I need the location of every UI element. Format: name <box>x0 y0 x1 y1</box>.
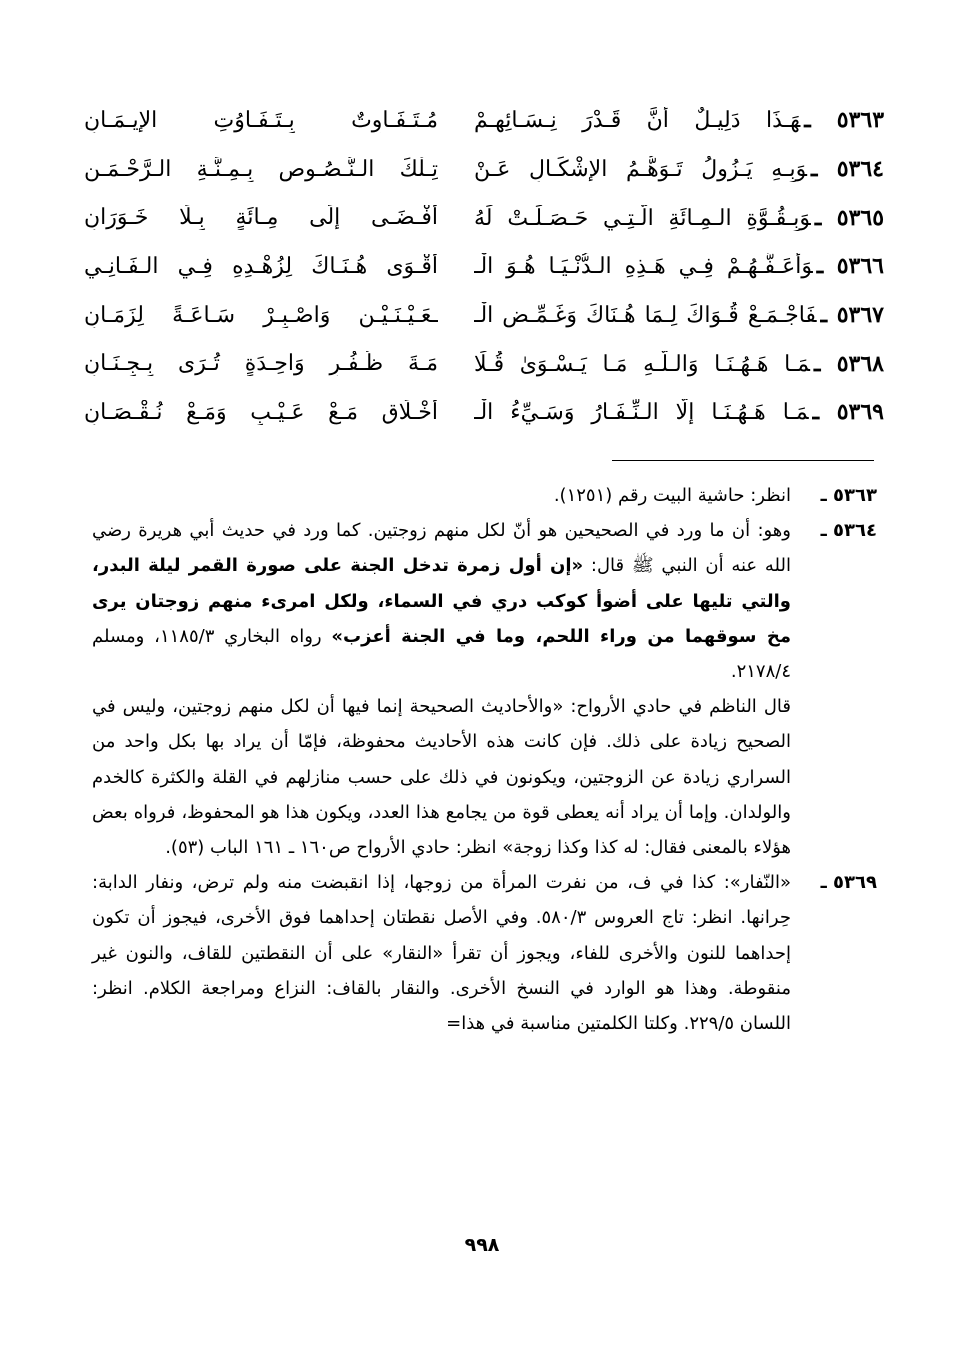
verse-first-text: مَـا هَـهُـنَـا إِلَّا الـنِّـفَـارُ وَسَـيِّءُ الْـ <box>474 400 809 426</box>
verse-first-hemistich <box>474 351 884 377</box>
footnote-number: ٥٣٦٩ ـ <box>820 872 877 894</box>
verse-row <box>84 291 884 340</box>
page-number: ٩٩٨ <box>464 1234 500 1256</box>
verse-first-text: فَاجْـمَـعْ قُـوَاكَ لِـمَا هُـنَاكَ وَغَـمِّـضِ الْـ <box>474 303 817 329</box>
verse-second-hemistich: تِـلْكَ الـنُّـصُـوصِ بِـمِـنَّـةِ الـرَّحْـمَـنِ <box>84 156 438 182</box>
verse-first-text: هَـذَا دَلِيـلٌ أَنَّ قَـدْرَ نِـسَـائِهِـمْ <box>474 108 801 134</box>
verse-second-hemistich: أَقْـوَى هُـنَـاكَ لِزُهْـدِهِ فِـي الـفَـانِـي <box>84 253 438 279</box>
verse-second-hemistich: أَفْـضَـى إِلَى مِـائَةٍ بِـلَا خَـوَرَانِ <box>84 205 438 231</box>
verse-second-hemistich: مُـتَـفَـاوِتٌ بِـتَـفَـاوُتِ الإِيـمَـانِ <box>84 107 438 133</box>
footnote-text: «النّفار»: كذا في ف، من نفرت المرأة من زوجها، إذا انقبضت منه ولم ترض، ونفار الدابة: حِرانها. انظر: تاج العروس ٥٨٠/٣. وفي الأصل نقطتان إحداهما فوق الأخرى، فيجوز أن تكون إحداهما للنون والأخرى للفاء، ويجوز أن تقرأ «النقار» على أن النقطتين للقاف، والنون غير منقوطة. وهذا هو الوارد في النسخ الأخرى. والنقار بالقاف: النزاع ومراجعة الكلام. انظر: اللسان ٢٢٩/٥. وكلتا الكلمتين مناسبة في هذا= <box>92 872 791 1035</box>
verse-first-text: وَبِـهِ يَـزُولُ تَـوَهُّـمُ الإِشْكَـالِ عَـنْ <box>474 157 807 183</box>
verse-number: ٥٣٦٣ ـ <box>804 107 884 134</box>
verse-row <box>84 145 884 194</box>
verse-number: ٥٣٦٨ ـ <box>814 350 884 377</box>
verse-first-hemistich <box>474 107 884 133</box>
footnote-citation: رواه البخاري ١١٨٥/٣، ومسلم ٢١٧٨/٤. <box>92 625 791 683</box>
verse-second-hemistich: مَـةَ ظُـفُـرٍ وَاحِـدَةٍ تُـرَى بِـجِـنَـانِ <box>84 351 438 377</box>
verse-second-hemistich: أَخْـلَاقِ مَـعْ عَـيْـبٍ وَمَـعْ نُـقْـصَـانِ <box>84 399 438 425</box>
verse-first-hemistich <box>474 205 884 231</box>
footnote-5369 <box>92 865 877 1041</box>
verse-first-text: مَـا هَـهُـنَـا وَالـلَّـهِ مَـا يَـسْـوَىٰ قُـلَا <box>474 351 810 377</box>
footnote-paragraph: قال الناظم في حادي الأرواح: «والأحاديث الصحيحة إنما فيها أن لكل منهم زوجتين، وليس في الصحيح زيادة على ذلك. فإن كانت هذه الأحاديث محفوظة، فإمّا أن يراد بها بكل واحد من السراري زيادة عن الزوجتين، ويكونون في ذلك على حسب منازلهم في القلة والكثرة كالخدم والولدان. وإما أن يراد أنه يعطى قوة من يجامع هذا العدد، ويكون هذا هو المحفوظ، فرواه بعض هؤلاء بالمعنى فقال: له كذا وكذا زوجة» انظر: حادي الأرواح ص١٦٠ ـ ١٦١ الباب (٥٣). <box>92 696 791 859</box>
footnote-text: انظر: حاشية البيت رقم (١٢٥١). <box>553 485 791 506</box>
verse-row <box>84 242 884 291</box>
verse-first-hemistich <box>474 253 884 279</box>
verse-number: ٥٣٦٥ ـ <box>814 204 884 231</box>
hadith-quote: «إن أول زمرة تدخل الجنة على صورة القمر ليلة البدر، والتي تليها على أضوأ كوكب دري في السماء، ولكل امرىء منهم زوجتان يرى مخ سوقهما من وراء اللحم، وما في الجنة أعزب» <box>92 555 791 647</box>
footnote-5363 <box>92 478 877 513</box>
poem-verses <box>84 96 884 437</box>
verse-first-hemistich <box>474 156 884 182</box>
verse-first-hemistich <box>474 302 884 328</box>
verse-number: ٥٣٦٦ ـ <box>816 253 884 280</box>
verse-row <box>84 388 884 437</box>
footnotes <box>92 478 877 1041</box>
verse-first-text: وَبِـقُـوَّةِ الـمِـائَةِ الَّـتِـي حَـصَـلَـتْ لَهُ <box>474 205 811 231</box>
footnote-number: ٥٣٦٤ ـ <box>820 520 877 542</box>
verse-row <box>84 339 884 388</box>
verse-row <box>84 193 884 242</box>
verse-first-hemistich <box>474 399 884 425</box>
footnote-divider <box>612 460 874 461</box>
verse-row <box>84 96 884 145</box>
verse-first-text: وَأَعَـفُّـهُـمْ فِـي هَـذِهِ الـدُّنْـيَـا هُـوَ الْـ <box>474 254 813 280</box>
footnote-paragraph <box>92 513 791 689</box>
verse-second-hemistich: ـعَـيْـنَـيْـنِ وَاصْـبِـرْ سَـاعَـةً لِزَمَـانِ <box>84 302 438 328</box>
verse-number: ٥٣٦٩ ـ <box>812 399 884 426</box>
verse-number: ٥٣٦٧ ـ <box>820 302 884 329</box>
footnote-text: وهو: أن ما ورد في الصحيحين هو أنّ لكل منهم زوجتين. كما ورد في حديث أبي هريرة رضي الله عنه أن النبي ﷺ قال: <box>92 520 791 577</box>
verse-number: ٥٣٦٤ ـ <box>810 156 884 183</box>
footnote-5364 <box>92 513 877 865</box>
footnote-number: ٥٣٦٣ ـ <box>820 485 877 506</box>
